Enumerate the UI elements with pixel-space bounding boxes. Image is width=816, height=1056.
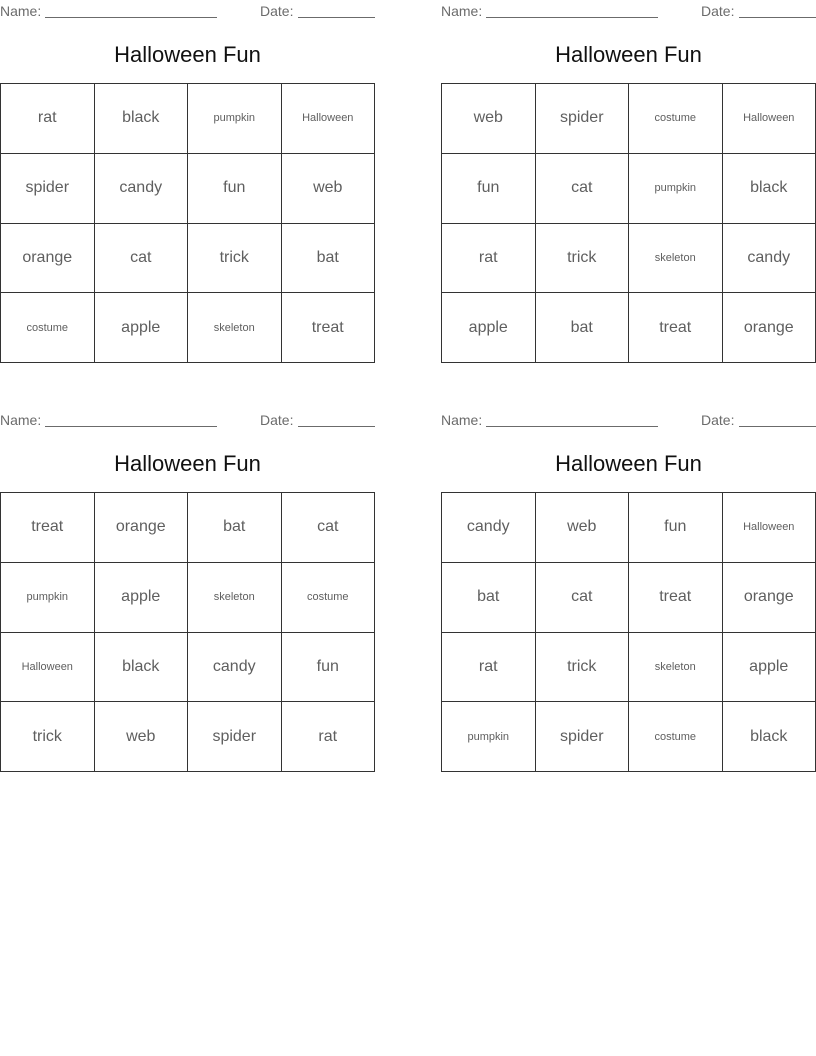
bingo-cell: trick <box>536 633 630 703</box>
bingo-cell: treat <box>629 293 723 363</box>
bingo-cell: Halloween <box>282 84 376 154</box>
bingo-cell: candy <box>188 633 282 703</box>
bingo-cell: spider <box>536 702 630 772</box>
name-blank-line <box>45 17 217 18</box>
bingo-cell: web <box>442 84 536 154</box>
bingo-cell: candy <box>95 154 189 224</box>
bingo-cell: Halloween <box>1 633 95 703</box>
bingo-cell: skeleton <box>188 293 282 363</box>
bingo-cell: rat <box>442 224 536 294</box>
bingo-grid <box>441 83 816 363</box>
date-label: Date: <box>260 3 294 19</box>
bingo-cell: trick <box>188 224 282 294</box>
bingo-card <box>441 409 816 782</box>
name-label: Name: <box>0 412 42 428</box>
name-label: Name: <box>441 3 483 19</box>
bingo-cell: costume <box>629 702 723 772</box>
date-blank-line <box>298 426 375 427</box>
bingo-cell: fun <box>188 154 282 224</box>
bingo-cell: treat <box>1 493 95 563</box>
bingo-cell: spider <box>536 84 630 154</box>
bingo-cell: web <box>282 154 376 224</box>
bingo-cell: trick <box>1 702 95 772</box>
bingo-cell: web <box>95 702 189 772</box>
bingo-cell: spider <box>1 154 95 224</box>
bingo-cell: apple <box>723 633 816 703</box>
bingo-cell: cat <box>282 493 376 563</box>
bingo-cell: cat <box>536 563 630 633</box>
bingo-cell: apple <box>95 293 189 363</box>
bingo-cell: apple <box>442 293 536 363</box>
card-header <box>441 411 816 429</box>
name-label: Name: <box>0 3 42 19</box>
card-title: Halloween Fun <box>555 451 702 476</box>
bingo-cell: Halloween <box>723 84 816 154</box>
bingo-cell: black <box>723 702 816 772</box>
bingo-cell: bat <box>536 293 630 363</box>
bingo-cell: web <box>536 493 630 563</box>
bingo-cell: orange <box>95 493 189 563</box>
bingo-cell: rat <box>1 84 95 154</box>
bingo-cell: cat <box>536 154 630 224</box>
name-blank-line <box>486 17 658 18</box>
bingo-cell: treat <box>282 293 376 363</box>
bingo-cell: trick <box>536 224 630 294</box>
bingo-cell: candy <box>723 224 816 294</box>
bingo-cell: cat <box>95 224 189 294</box>
bingo-cell: fun <box>442 154 536 224</box>
bingo-cell: apple <box>95 563 189 633</box>
card-title: Halloween Fun <box>114 42 261 67</box>
bingo-card <box>0 0 375 373</box>
bingo-cell: fun <box>629 493 723 563</box>
bingo-cell: black <box>95 633 189 703</box>
bingo-cell: bat <box>442 563 536 633</box>
date-blank-line <box>739 17 816 18</box>
bingo-cell: black <box>95 84 189 154</box>
bingo-card <box>441 0 816 373</box>
bingo-cell: pumpkin <box>629 154 723 224</box>
bingo-cell: treat <box>629 563 723 633</box>
card-header <box>0 411 375 429</box>
card-title: Halloween Fun <box>555 42 702 67</box>
bingo-grid <box>0 492 375 772</box>
bingo-cell: bat <box>282 224 376 294</box>
bingo-cell: orange <box>1 224 95 294</box>
bingo-cell: costume <box>629 84 723 154</box>
card-header <box>441 2 816 20</box>
bingo-cell: black <box>723 154 816 224</box>
bingo-cell: candy <box>442 493 536 563</box>
name-blank-line <box>45 426 217 427</box>
bingo-cell: Halloween <box>723 493 816 563</box>
date-label: Date: <box>260 412 294 428</box>
bingo-cell: pumpkin <box>1 563 95 633</box>
card-title: Halloween Fun <box>114 451 261 476</box>
bingo-cell: costume <box>1 293 95 363</box>
bingo-cell: pumpkin <box>188 84 282 154</box>
date-label: Date: <box>701 3 735 19</box>
bingo-cell: skeleton <box>188 563 282 633</box>
bingo-cell: fun <box>282 633 376 703</box>
date-blank-line <box>739 426 816 427</box>
bingo-cell: spider <box>188 702 282 772</box>
bingo-cell: pumpkin <box>442 702 536 772</box>
date-blank-line <box>298 17 375 18</box>
bingo-cell: rat <box>442 633 536 703</box>
bingo-cell: orange <box>723 563 816 633</box>
name-label: Name: <box>441 412 483 428</box>
bingo-cell: bat <box>188 493 282 563</box>
date-label: Date: <box>701 412 735 428</box>
bingo-grid <box>0 83 375 363</box>
bingo-grid <box>441 492 816 772</box>
bingo-cell: skeleton <box>629 633 723 703</box>
bingo-cell: orange <box>723 293 816 363</box>
bingo-cell: rat <box>282 702 376 772</box>
name-blank-line <box>486 426 658 427</box>
bingo-cell: skeleton <box>629 224 723 294</box>
bingo-cell: costume <box>282 563 376 633</box>
bingo-card <box>0 409 375 782</box>
card-header <box>0 2 375 20</box>
